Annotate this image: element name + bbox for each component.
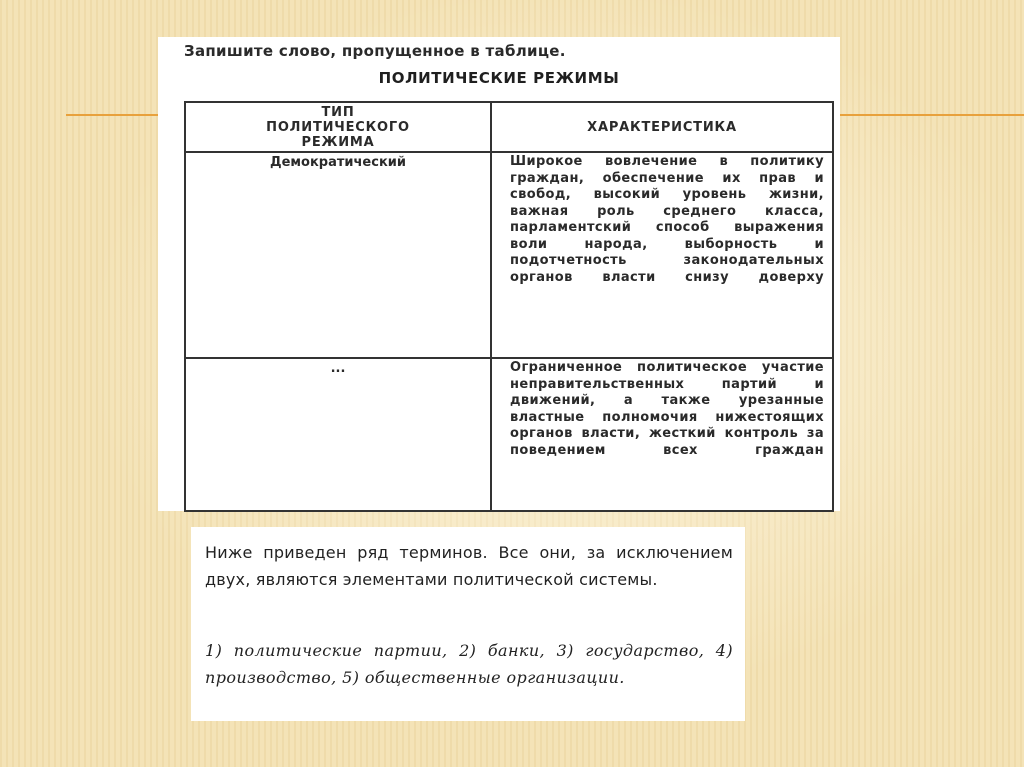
table-row xyxy=(185,358,833,511)
terms-list: 1) политические партии, 2) банки, 3) государство, 4) производство, 5) общественные организации. xyxy=(205,641,733,687)
political-regimes-table xyxy=(184,101,834,512)
table-title: ПОЛИТИЧЕСКИЕ РЕЖИМЫ xyxy=(378,69,620,87)
header-characteristic: ХАРАКТЕРИСТИКА xyxy=(491,102,833,152)
header-regime-type: ТИП ПОЛИТИЧЕСКОГО РЕЖИМА xyxy=(185,102,491,152)
table-header-row xyxy=(185,102,833,152)
terms-task-instruction: Ниже приведен ряд терминов. Все они, за исключением двух, являются элементами политической системы. xyxy=(205,543,733,589)
table-task-card xyxy=(158,37,840,511)
regime-type-cell: Демократический xyxy=(185,152,491,358)
table-row xyxy=(185,152,833,358)
regime-characteristic-cell: Широкое вовлечение в политику граждан, обеспечение их прав и свобод, высокий уровень жизни, важная роль среднего класса, парламентский способ выражения воли народа, выборность и подотчетность законодательных органов власти снизу доверху xyxy=(491,152,833,358)
terms-task-card xyxy=(191,527,745,721)
missing-regime-cell: ... xyxy=(185,358,491,511)
table-task-instruction: Запишите слово, пропущенное в таблице. xyxy=(184,42,566,60)
regime-characteristic-cell: Ограниченное политическое участие неправительственных партий и движений, а также урезанные властные полномочия нижестоящих органов власти, жесткий контроль за поведением всех граждан xyxy=(491,358,833,511)
